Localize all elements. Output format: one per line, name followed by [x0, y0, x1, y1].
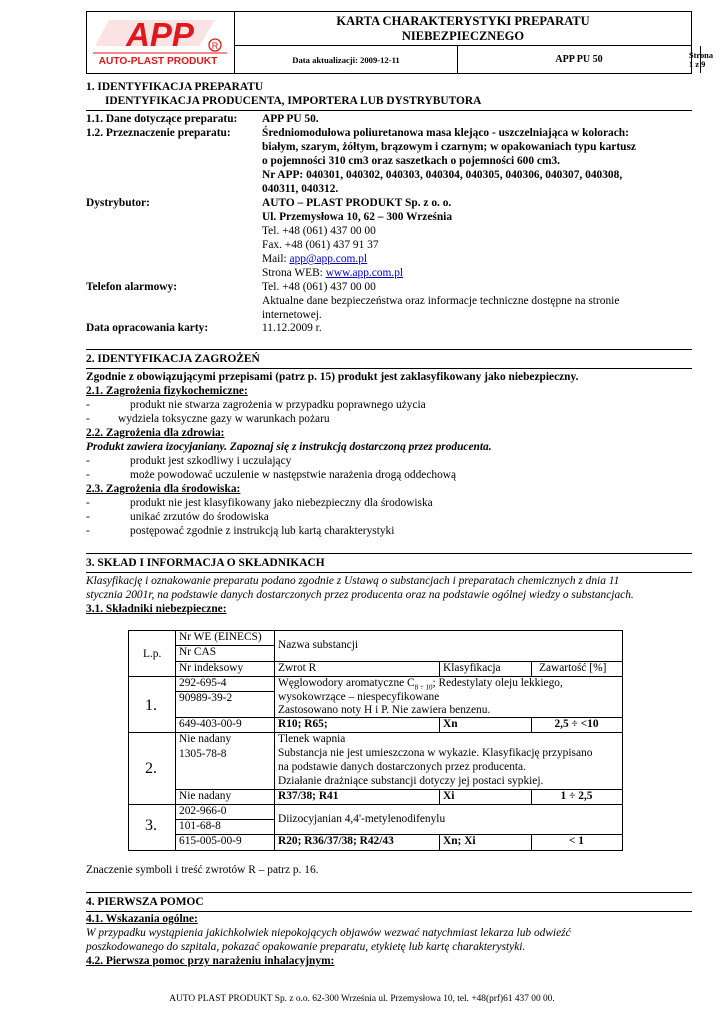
list-item: postępować zgodnie z instrukcją lub kartą charakterystyki: [130, 525, 395, 537]
label-distributor: Dystrybutor:: [86, 197, 150, 209]
emergency-note: internetowej.: [262, 309, 322, 321]
dash: -: [86, 511, 90, 523]
cell-index: 615-005-00-9: [179, 835, 242, 847]
row-number: 1.: [145, 697, 157, 714]
cell-name: Działanie drażniące substancji dotyczy jej postaci sypkiej.: [278, 775, 544, 787]
s4-sub2: 4.2. Pierwsza pomoc przy narażeniu inhalacyjnym:: [86, 955, 335, 967]
cell-content: < 1: [568, 835, 585, 847]
th-lp: L.p.: [143, 648, 162, 660]
cell-index: 649-403-00-9: [179, 718, 242, 730]
distributor-address: Ul. Przemysłowa 10, 62 – 300 Września: [262, 211, 453, 223]
cell-we: 292-695-4: [179, 677, 227, 689]
update-date: Data aktualizacji: 2009-12-11: [235, 46, 458, 73]
email-link[interactable]: app@app.com.pl: [289, 253, 368, 265]
divider: [86, 572, 692, 573]
title-line-1: KARTA CHARAKTERYSTYKI PREPARATU: [336, 14, 590, 28]
list-item: produkt nie stwarza zagrożenia w przypadku poprawnego użycia: [130, 399, 426, 411]
header-box: APP R AUTO-PLAST PRODUKT KARTA CHARAKTERYSTYKI PREPARATU NIEBEZPIECZNEGO Data aktualizacji: 2009-12-11 APP PU 50 Strona 1 z 9: [86, 11, 692, 74]
cell-name: Zastosowano noty H i P. Nie zawiera benzenu.: [278, 704, 491, 716]
label-product-data: 1.1. Dane dotyczące preparatu:: [86, 113, 238, 125]
svg-text:R: R: [211, 41, 219, 51]
label-card-date: Data opracowania karty:: [86, 322, 209, 334]
www-label: Strona WEB:: [262, 267, 326, 279]
distributor-mail: [262, 253, 367, 265]
list-item: wydziela toksyczne gazy w warunkach pożaru: [118, 413, 330, 425]
divider: [86, 553, 692, 554]
cell-classification: Xi: [443, 790, 455, 802]
list-item: unikać zrzutów do środowiska: [130, 511, 269, 523]
cell-content: 2,5 ÷ <10: [554, 718, 599, 730]
dash: -: [86, 413, 90, 425]
dash: -: [86, 399, 90, 411]
s1-heading-1: 1. IDENTYFIKACJA PREPARATU: [86, 81, 264, 93]
mail-label: Mail:: [262, 253, 290, 265]
dash: -: [86, 455, 90, 467]
logo-subtitle: AUTO-PLAST PRODUKT: [98, 56, 218, 67]
cell-classification: Xn: [443, 718, 458, 730]
row-number: 3.: [145, 817, 157, 834]
purpose-line: 040311, 040312.: [262, 183, 339, 195]
cell-index: Nie nadany: [179, 790, 232, 802]
title-line-2: NIEBEZPIECZNEGO: [401, 29, 525, 43]
list-item: produkt jest szkodliwy i uczulający: [130, 455, 292, 467]
label-purpose: 1.2. Przeznaczenie preparatu:: [86, 127, 231, 139]
dash: -: [86, 469, 90, 481]
s2-sub2-note: Produkt zawiera izocyjaniany. Zapoznaj się z instrukcją dostarczoną przez producenta.: [86, 441, 492, 453]
s2-sub2: 2.2. Zagrożenia dla zdrowia:: [86, 427, 225, 439]
divider: [86, 368, 692, 369]
s4-sub1: 4.1. Wskazania ogólne:: [86, 913, 198, 925]
row-number: 2.: [145, 760, 157, 777]
divider: [86, 110, 692, 111]
s3-intro: Klasyfikację i oznakowanie preparatu podano zgodnie z Ustawą o substancjach i preparatach chemicznych z dnia 11: [86, 575, 620, 587]
divider: [86, 349, 692, 350]
cell-r-phrase: R20; R36/37/38; R42/43: [278, 835, 394, 847]
cell-content: 1 ÷ 2,5: [560, 790, 593, 802]
purpose-line: Nr APP: 040301, 040302, 040303, 040304, 040305, 040306, 040307, 040308,: [262, 169, 623, 181]
th-index: Nr indeksowy: [179, 662, 244, 674]
dash: -: [86, 525, 90, 537]
s1-heading-2: IDENTYFIKACJA PRODUCENTA, IMPORTERA LUB DYSTRYBUTORA: [105, 95, 482, 107]
s4-sub1-text: poszkodowanego do szpitala, pokazać opakowanie preparatu, etykietę lub kartę charakterystyki.: [86, 941, 526, 953]
distributor-name: AUTO – PLAST PRODUKT Sp. z o. o.: [262, 197, 452, 209]
purpose-line: o pojemności 310 cm3 oraz saszetkach o pojemności 600 cm3.: [262, 155, 561, 167]
th-content: Zawartość [%]: [539, 662, 607, 674]
s2-sub1: 2.1. Zagrożenia fizykochemiczne:: [86, 385, 248, 397]
emergency-phone: Tel. +48 (061) 437 00 00: [262, 281, 376, 293]
cell-name: Tlenek wapnia: [278, 733, 346, 745]
s3-intro: stycznia 2001r, na podstawie danych dostarczonych przez producenta oraz na podstawie ogólnej wiedzy o substancjach.: [86, 589, 634, 601]
distributor-phone: Tel. +48 (061) 437 00 00: [262, 225, 376, 237]
divider: [86, 911, 692, 912]
product-code: APP PU 50: [458, 46, 701, 73]
s3-heading: 3. SKŁAD I INFORMACJA O SKŁADNIKACH: [86, 557, 325, 569]
website-link[interactable]: www.app.com.pl: [325, 267, 404, 279]
logo-graphic: [87, 12, 233, 72]
cell-name: Substancja nie jest umieszczona w wykazie. Klasyfikację przypisano: [278, 747, 593, 759]
s2-heading: 2. IDENTYFIKACJA ZAGROŻEŃ: [86, 353, 260, 365]
s3-sub1: 3.1. Składniki niebezpieczne:: [86, 603, 227, 615]
card-date: 11.12.2009 r.: [262, 322, 322, 334]
distributor-fax: Fax. +48 (061) 437 91 37: [262, 239, 379, 251]
dash: -: [86, 497, 90, 509]
cell-name: Diizocyjanian 4,4'-metylenodifenylu: [278, 813, 446, 825]
cell-cas: 101-68-8: [179, 820, 221, 832]
label-emergency-phone: Telefon alarmowy:: [86, 281, 178, 293]
th-name: Nazwa substancji: [278, 639, 359, 651]
ingredients-table: [128, 630, 623, 851]
s4-sub1-text: W przypadku wystąpienia jakichkolwiek niepokojących objawów wezwać natychmiast lekarza lub odwieźć: [86, 927, 571, 939]
th-we: Nr WE (EINECS): [179, 631, 262, 643]
emergency-note: Aktualne dane bezpieczeństwa oraz informacje techniczne dostępne na stronie: [262, 295, 620, 307]
company-logo: [87, 12, 235, 73]
s3-note: Znaczenie symboli i treść zwrotów R – patrz p. 16.: [86, 864, 319, 876]
logo-app-text: APP: [126, 16, 194, 53]
th-classification: Klasyfikacja: [443, 662, 501, 674]
s4-heading: 4. PIERWSZA POMOC: [86, 896, 204, 908]
divider: [86, 892, 692, 893]
cell-r-phrase: R37/38; R41: [278, 790, 339, 802]
purpose-line: białym, szarym, żółtym, brązowym i czarnym; w opakowaniach typu kartusz: [262, 141, 636, 153]
th-r-phrase: Zwrot R: [278, 662, 317, 674]
purpose-line: Średniomodułowa poliuretanowa masa klejąco - uszczelniająca w kolorach:: [262, 127, 629, 139]
cell-name: wysokowrzące – niespecyfikowane: [278, 691, 440, 703]
th-cas: Nr CAS: [179, 646, 217, 658]
cell-cas: 90989-39-2: [179, 692, 233, 704]
s2-intro: Zgodnie z obowiązującymi przepisami (patrz p. 15) produkt jest zaklasyfikowany jako niebezpieczny.: [86, 371, 579, 383]
cell-name: Węglowodory aromatyczne $C_{8 \div 10}$; Redestylaty oleju lekkiego,: [278, 677, 563, 692]
s2-sub3: 2.3. Zagrożenia dla środowiska:: [86, 483, 241, 495]
cell-name: na podstawie danych dostarczonych przez producenta.: [278, 761, 526, 773]
page-footer: AUTO PLAST PRODUKT Sp. z o.o. 62-300 Września ul. Przemysłowa 10, tel. +48(prf)61 437 00 00.: [169, 994, 555, 1004]
document-title: [235, 12, 691, 46]
cell-classification: Xn; Xi: [443, 835, 476, 847]
distributor-www: [262, 267, 403, 279]
cell-we: 202-966-0: [179, 805, 227, 817]
list-item: może powodować uczulenie w następstwie narażenia drogą oddechową: [130, 469, 457, 481]
list-item: produkt nie jest klasyfikowany jako niebezpieczny dla środowiska: [130, 497, 433, 509]
cell-we: Nie nadany: [179, 733, 232, 745]
value-product-data: APP PU 50.: [262, 113, 319, 125]
cell-cas: 1305-78-8: [179, 748, 227, 760]
cell-r-phrase: R10; R65;: [278, 718, 328, 730]
